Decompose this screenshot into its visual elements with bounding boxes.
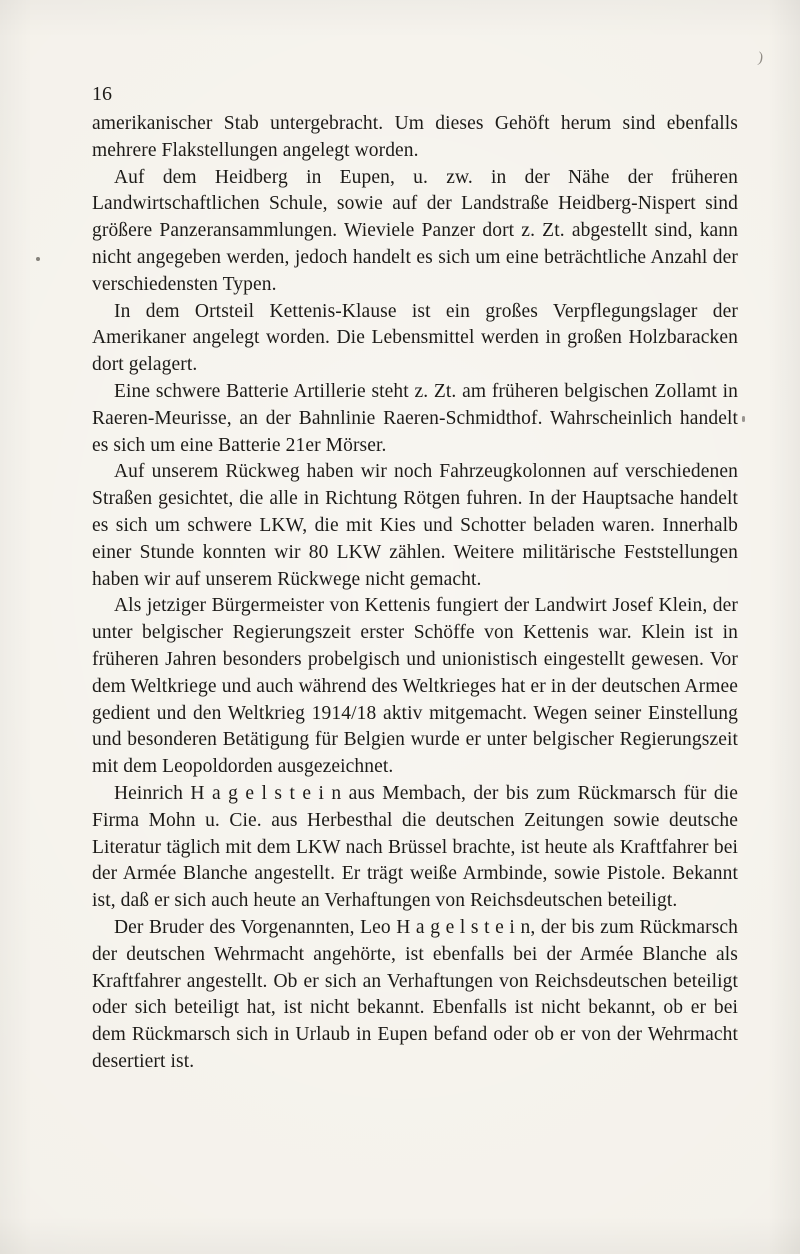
- paragraph: Heinrich H a g e l s t e i n aus Membach, der bis zum Rückmarsch für die Firma Mohn u. Cie. aus Herbesthal die deutschen Zeitungen sowie deutsche Literatur täglich mit dem LKW nach Brüssel brachte, ist heute als Kraftfahrer bei der Armée Blanche angestellt. Er trägt weiße Armbinde, sowie Pistole. Bekannt ist, daß er sich auch heute an Verhaftungen von Reichsdeutschen beteiligt.: [92, 782, 738, 912]
- scan-speck: [36, 257, 40, 261]
- paragraph: Der Bruder des Vorgenannten, Leo H a g e l s t e i n, der bis zum Rückmarsch der deutschen Wehrmacht angehörte, ist ebenfalls bei der Armée Blanche als Kraftfahrer angestellt. Ob er sich an Verhaftungen von Reichsdeutschen beteiligt oder sich beteiligt hat, ist nicht bekannt. Ebenfalls ist nicht bekannt, ob er bei dem Rückmarsch sich in Urlaub in Eupen befand oder ob er von der Wehrmacht desertiert ist.: [92, 916, 738, 1072]
- scan-speck: [742, 416, 745, 422]
- paragraph: Als jetziger Bürgermeister von Kettenis fungiert der Landwirt Josef Klein, der unter belgischer Regierungszeit erster Schöffe von Kettenis war. Klein ist in früheren Jahren besonders probelgisch und unionistisch eingestellt gewesen. Vor dem Weltkriege und auch während des Weltkrieges hat er in der deutschen Armee gedient und den Weltkrieg 1914/18 aktiv mitgemacht. Wegen seiner Einstellung und besonderen Betätigung für Belgien wurde er unter belgischer Regierungszeit mit dem Leopoldorden ausgezeichnet.: [92, 595, 738, 778]
- paragraph: Auf dem Heidberg in Eupen, u. zw. in der Nähe der früheren Landwirtschaftlichen Schule, sowie auf der Landstraße Heidberg-Nispert sind größere Panzeransammlungen. Wieviele Panzer dort z. Zt. abgestellt sind, kann nicht angegeben werden, jedoch handelt es sich um eine beträchtliche Anzahl der verschiedensten Typen.: [92, 166, 738, 295]
- paragraph: In dem Ortsteil Kettenis-Klause ist ein großes Verpflegungslager der Amerikaner angelegt worden. Die Lebensmittel werden in großen Holzbaracken dort gelagert.: [92, 300, 738, 376]
- page-number: 16: [92, 83, 112, 105]
- paragraph: Auf unserem Rückweg haben wir noch Fahrzeugkolonnen auf verschiedenen Straßen gesichtet, die alle in Richtung Rötgen fuhren. In der Hauptsache handelt es sich um schwere LKW, die mit Kies und Schotter beladen waren. Innerhalb einer Stunde konnten wir 80 LKW zählen. Weitere militärische Feststellungen haben wir auf unserem Rückwege nicht gemacht.: [92, 461, 738, 590]
- scan-artifact-mark: ): [756, 49, 765, 67]
- paragraph: amerikanischer Stab untergebracht. Um dieses Gehöft herum sind ebenfalls mehrere Flakstellungen angelegt worden.: [92, 113, 738, 161]
- paragraph: Eine schwere Batterie Artillerie steht z. Zt. am früheren belgischen Zollamt in Raeren-Meurisse, an der Bahnlinie Raeren-Schmidthof. Wahrscheinlich handelt es sich um eine Batterie 21er Mörser.: [92, 380, 738, 456]
- page-text: [92, 111, 738, 1076]
